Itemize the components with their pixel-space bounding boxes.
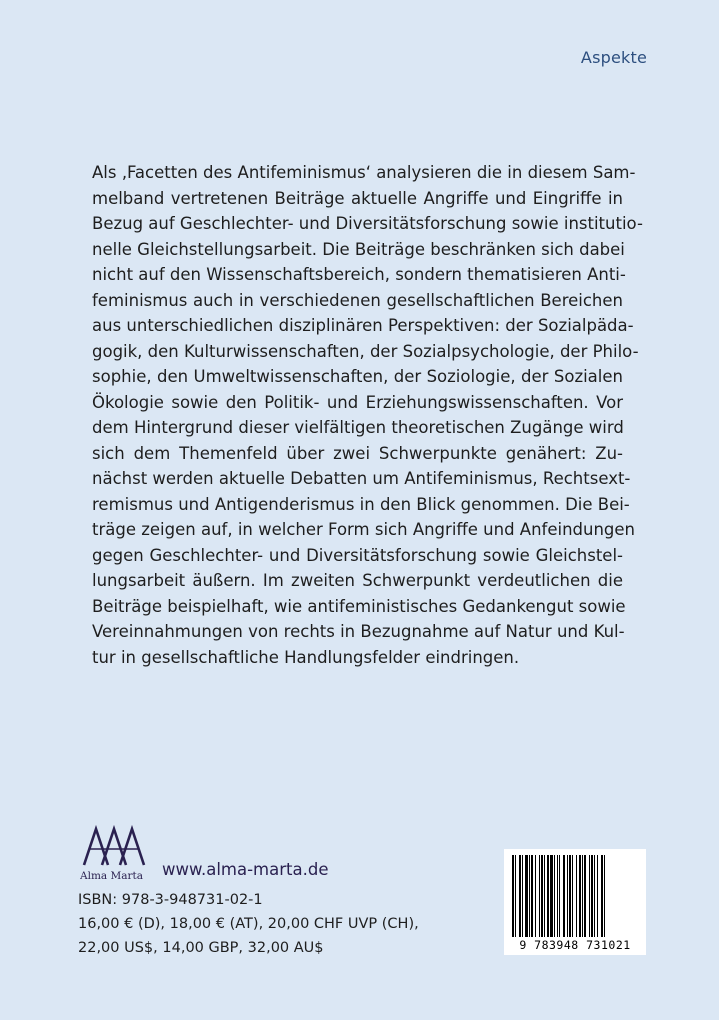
blurb-line: Vereinnahmungen von rechts in Bezugnahme auf Natur und Kul- (92, 622, 625, 641)
barcode-bar (550, 855, 553, 937)
publisher-website[interactable]: www.alma-marta.de (162, 860, 329, 879)
blurb-line: nächst werden aktuelle Debatten um Antifeminismus, Rechtsext- (92, 469, 631, 488)
blurb-line: remismus und Antigenderismus in den Blick genommen. Die Bei- (92, 494, 630, 514)
barcode-bar (515, 855, 516, 937)
blurb-line: nicht auf den Wissenschaftsbereich, sondern thematisieren Anti- (92, 265, 626, 284)
series-label: Aspekte (580, 48, 647, 67)
barcode-bar (547, 855, 549, 937)
barcode-bar (525, 855, 528, 937)
blurb-line: gogik, den Kulturwissenschaften, der Sozialpsychologie, der Philo- (92, 341, 639, 361)
barcode-bar (589, 855, 590, 937)
blurb-line: aus unterschiedlichen disziplinären Perspektiven: der Sozialpäda- (92, 316, 634, 335)
blurb-line: lungsarbeit äußern. Im zweiten Schwerpunkt verdeutlichen die (92, 571, 623, 590)
price-line: 22,00 US$, 14,00 GBP, 32,00 AU$ (78, 940, 324, 956)
blurb-line: tur in gesellschaftliche Handlungsfelder eindringen. (92, 647, 520, 667)
barcode-bar (582, 855, 583, 937)
barcode-bar (531, 855, 533, 937)
logo-wordmark: Alma Marta (80, 870, 144, 881)
barcode-bar (594, 855, 595, 937)
barcode-bar (601, 855, 603, 937)
blurb-line: melband vertretenen Beiträge aktuelle Angriffe und Eingriffe in (92, 188, 623, 208)
barcode-bar (567, 855, 568, 937)
price-line: 16,00 € (D), 18,00 € (AT), 20,00 CHF UVP (CH), (78, 916, 419, 932)
blurb-line: gegen Geschlechter- und Diversitätsforschung sowie Gleichstel- (92, 545, 623, 565)
blurb-line: Bezug auf Geschlechter- und Diversitätsforschung sowie institutio- (92, 214, 643, 233)
barcode-bar (512, 855, 514, 937)
barcode-bar (597, 855, 598, 937)
barcode-bar (591, 855, 593, 937)
isbn-text: ISBN: 978-3-948731-02-1 (78, 892, 263, 908)
publisher-logo (80, 825, 152, 881)
back-cover-blurb (92, 160, 643, 670)
barcode-bar (554, 855, 555, 937)
blurb-line: nelle Gleichstellungsarbeit. Die Beiträge beschränken sich dabei (92, 239, 625, 259)
barcode-bar (519, 855, 521, 937)
barcode-bar (569, 855, 571, 937)
barcode-bar (563, 855, 565, 937)
barcode-bar (572, 855, 573, 937)
book-info (78, 888, 419, 960)
barcode-bar (557, 855, 558, 937)
blurb-line: dem Hintergrund dieser vielfältigen theoretischen Zugänge wird (92, 418, 624, 437)
barcode-bar (559, 855, 560, 937)
barcode-bar (529, 855, 530, 937)
barcode-bar (604, 855, 605, 937)
blurb-line: sich dem Themenfeld über zwei Schwerpunkte genähert: Zu- (92, 443, 623, 463)
barcode-bar (576, 855, 577, 937)
barcode-bar (579, 855, 581, 937)
blurb-line: sophie, den Umweltwissenschaften, der Soziologie, der Sozialen (92, 367, 623, 386)
barcode-bar (535, 855, 536, 937)
blurb-line: feminismus auch in verschiedenen gesellschaftlichen Bereichen (92, 290, 623, 310)
barcode-bar (584, 855, 586, 937)
barcode-bar (541, 855, 543, 937)
barcode-bar (544, 855, 545, 937)
blurb-line: Als ‚Facetten des Antifeminismus‘ analysieren die in diesem Sam- (92, 163, 636, 182)
blurb-line: Beiträge beispielhaft, wie antifeministisches Gedankengut sowie (92, 596, 626, 616)
blurb-line: Ökologie sowie den Politik- und Erziehungswissenschaften. Vor (92, 392, 623, 412)
blurb-line: träge zeigen auf, in welcher Form sich Angriffe und Anfeindungen (92, 520, 636, 539)
barcode-bar (522, 855, 523, 937)
barcode-digits: 9 783948 731021 (519, 938, 631, 952)
barcode-bar (539, 855, 540, 937)
isbn-barcode (504, 849, 646, 955)
